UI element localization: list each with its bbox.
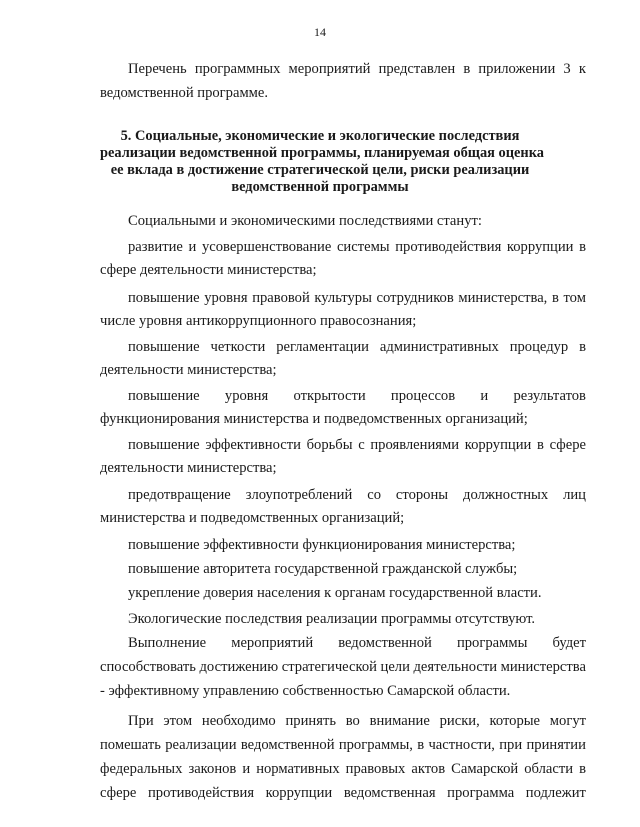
word: ведомственной [338, 635, 432, 651]
word: в [579, 339, 586, 355]
word: административных [379, 339, 499, 355]
word: с [358, 437, 365, 453]
word: деятельности [413, 659, 498, 675]
word: реализации [165, 737, 237, 753]
word: помешать [100, 737, 161, 753]
word: министерства, [458, 290, 548, 306]
word: необходимо [201, 713, 276, 729]
word: мероприятий [231, 635, 314, 651]
word: сфере [100, 785, 137, 801]
word: и [188, 239, 197, 255]
paragraph-ecological: Экологические последствия реализации программы отсутствуют. [128, 611, 536, 627]
word: этом [163, 713, 193, 729]
word: том [563, 290, 586, 306]
list-item-6-line-1 [128, 486, 586, 504]
word: в [537, 437, 544, 453]
paragraph-risks-line-3 [100, 760, 586, 778]
word: при [499, 737, 523, 753]
list-item-5-line-2: деятельности министерства; [100, 460, 277, 476]
word: лиц [563, 487, 586, 503]
word: частности, [428, 737, 495, 753]
word: процессов [390, 388, 456, 404]
word: цели [380, 659, 410, 675]
list-item-8: повышение авторитета государственной гражданской службы; [128, 561, 518, 577]
list-item-3-line-1 [128, 338, 586, 356]
word: актов [411, 761, 446, 777]
word: в [551, 290, 559, 306]
list-item-6-line-2: министерства и подведомственных организаций; [100, 510, 405, 526]
word: развитие [128, 239, 183, 255]
word: внимание [369, 713, 430, 729]
word: к [578, 61, 586, 77]
word: в [463, 61, 471, 77]
word: подлежит [525, 785, 586, 801]
word: повышение [128, 437, 200, 453]
section-title-line-1: 5. Социальные, экономические и экологические последствия [120, 128, 520, 144]
word: приложении [478, 61, 556, 77]
word: повышение [128, 339, 200, 355]
word: При [128, 713, 154, 729]
word: коррупции [464, 437, 532, 453]
word: нормативных [256, 761, 340, 777]
word: мероприятий [288, 61, 371, 77]
list-item-7: повышение эффективности функционирования министерства; [128, 537, 516, 553]
word: предотвращение [128, 487, 231, 503]
word: и [242, 761, 251, 777]
word: коррупции [506, 239, 574, 255]
paragraph-risks-line-2 [100, 736, 586, 754]
word: сотрудников [376, 290, 454, 306]
word: будет [552, 635, 586, 651]
word: программы, [338, 737, 413, 753]
word: уровня [204, 290, 248, 306]
word: принять [285, 713, 336, 729]
word: Самарской [451, 761, 519, 777]
list-item-5-line-1 [128, 436, 586, 454]
paragraph-execution-line-1 [128, 634, 586, 652]
list-item-1-line-2: сфере деятельности министерства; [100, 262, 317, 278]
word: проявлениями [370, 437, 460, 453]
section-title-line-2: реализации ведомственной программы, планируемая общая оценка [100, 145, 544, 161]
word: области [524, 761, 574, 777]
word: в [579, 239, 586, 255]
word: программы [456, 635, 528, 651]
word: усовершенствование [201, 239, 332, 255]
word: борьбы [306, 437, 353, 453]
word: законов [188, 761, 237, 777]
word: сфере [549, 437, 586, 453]
word: в [417, 737, 425, 753]
word: ведомственная [343, 785, 436, 801]
list-item-1-line-1 [128, 238, 586, 256]
word: процедур [509, 339, 569, 355]
word: Выполнение [128, 635, 207, 651]
paragraph-risks-line-4 [100, 784, 586, 802]
paragraph-execution-line-3: - эффективному управлению собственностью Самарской области. [100, 683, 511, 699]
word: уровня [224, 388, 269, 404]
word: стратегической [281, 659, 377, 675]
intro-line-2: ведомственной программе. [100, 85, 269, 101]
list-item-2-line-2: числе уровня антикоррупционного правосознания; [100, 313, 417, 329]
word: эффективности [205, 437, 301, 453]
word: противодействия [395, 239, 502, 255]
word: четкости [210, 339, 266, 355]
intro-line-1 [128, 60, 586, 78]
word: регламентации [276, 339, 369, 355]
section-title-line-4: ведомственной программы [231, 179, 409, 195]
word: правовых [345, 761, 406, 777]
word: повышение [128, 388, 200, 404]
list-item-9: укрепление доверия населения к органам государственной власти. [128, 585, 542, 601]
word: культуры [314, 290, 372, 306]
word: в [579, 761, 586, 777]
word: повышение [128, 290, 200, 306]
paragraph-risks-line-1 [128, 712, 586, 730]
word: и [480, 388, 489, 404]
paragraph-execution-line-2 [100, 658, 586, 676]
word: должностных [463, 487, 549, 503]
word: программных [194, 61, 281, 77]
word: во [345, 713, 360, 729]
word: достижению [199, 659, 279, 675]
word: стороны [395, 487, 449, 503]
word: способствовать [100, 659, 196, 675]
list-item-4-line-1 [128, 387, 586, 405]
word: противодействия [147, 785, 255, 801]
page-number: 14 [314, 25, 326, 39]
word: министерства [500, 659, 586, 675]
list-item-2-line-1 [128, 289, 586, 307]
word: риски, [439, 713, 480, 729]
word: правовой [252, 290, 310, 306]
word: ведомственной [240, 737, 335, 753]
word: результатов [513, 388, 586, 404]
word: представлен [378, 61, 456, 77]
word: со [367, 487, 381, 503]
word: злоупотреблений [245, 487, 353, 503]
word: принятии [526, 737, 586, 753]
section-title-line-3: ее вклада в достижение стратегической цели, риски реализации [110, 162, 530, 178]
paragraph-consequences-intro: Социальными и экономическими последствиями станут: [128, 213, 482, 229]
word: системы [336, 239, 390, 255]
word: федеральных [100, 761, 183, 777]
word: Перечень [128, 61, 187, 77]
word: 3 [563, 61, 571, 77]
word: коррупции [265, 785, 333, 801]
word: открытости [293, 388, 366, 404]
word: могут [549, 713, 586, 729]
list-item-3-line-2: деятельности министерства; [100, 362, 277, 378]
word: которые [489, 713, 541, 729]
list-item-4-line-2: функционирования министерства и подведомственных организаций; [100, 411, 528, 427]
word: программа [447, 785, 515, 801]
